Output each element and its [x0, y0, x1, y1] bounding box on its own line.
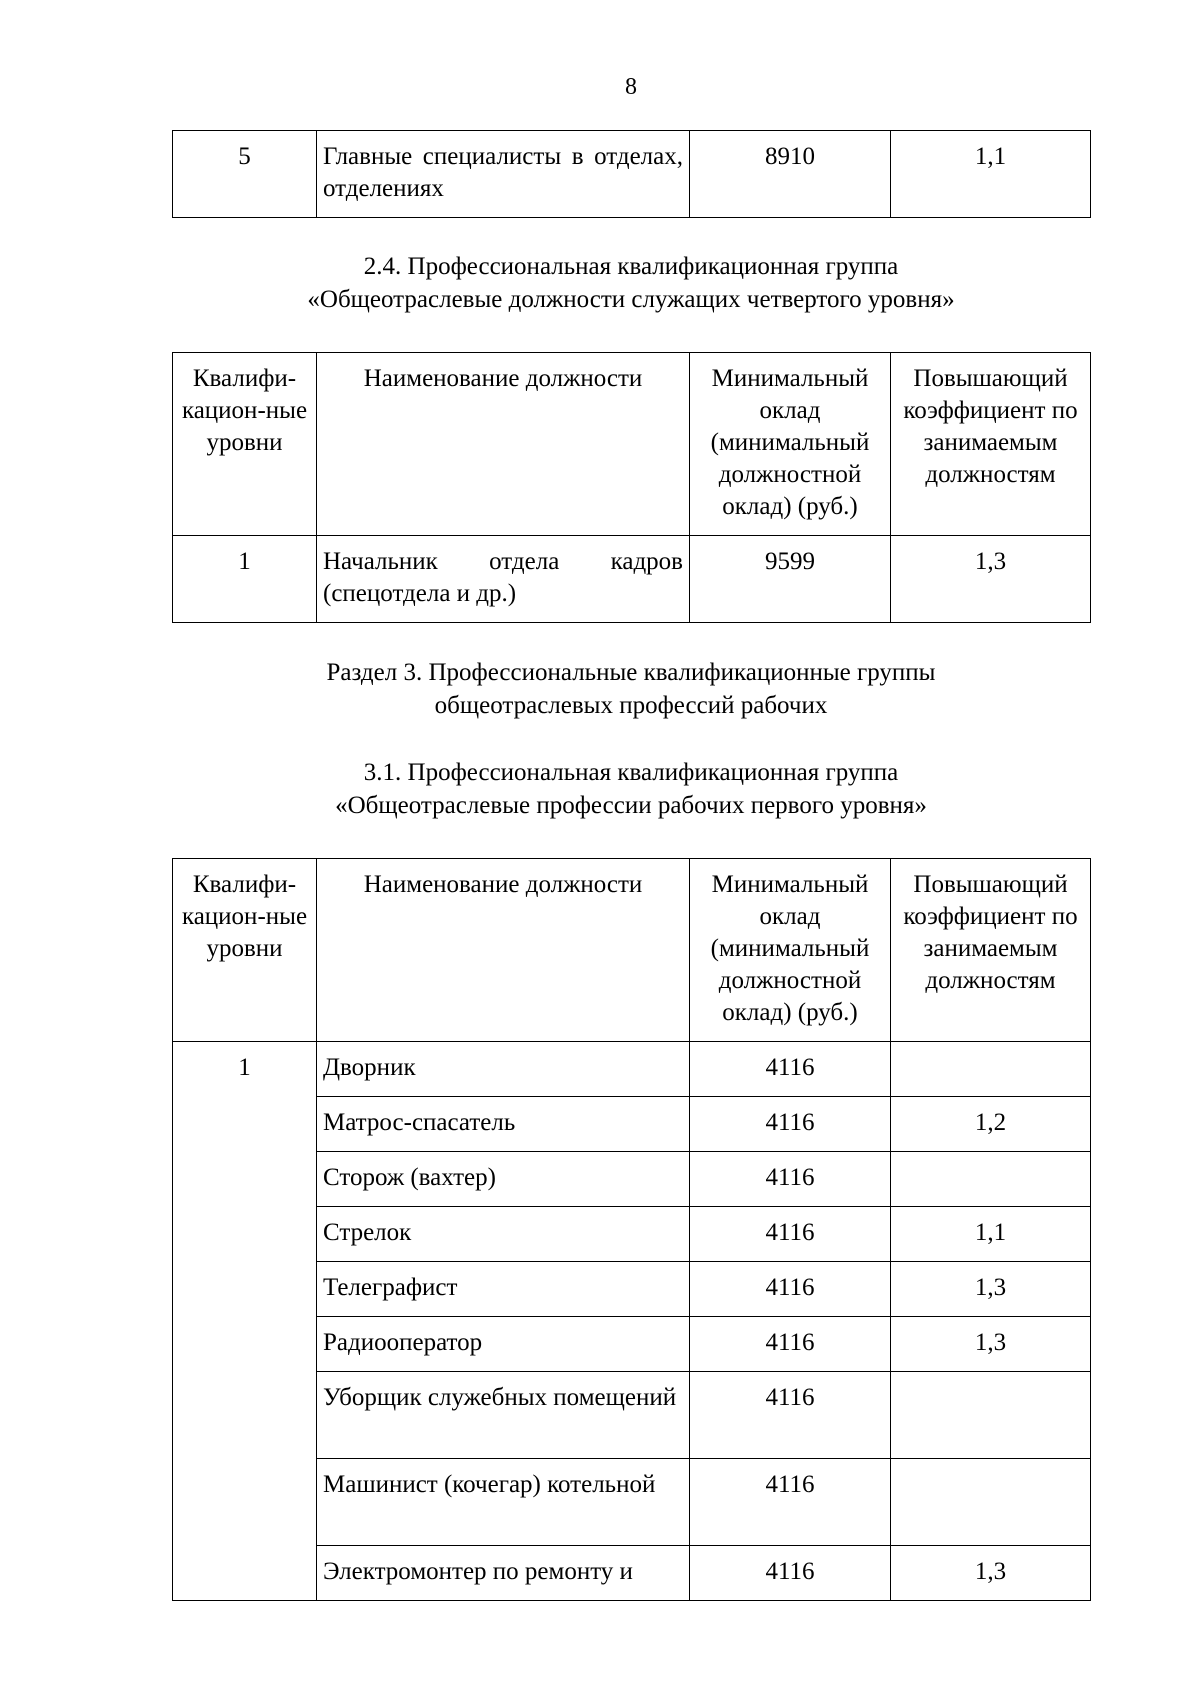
position-cell: Главные специалисты в отделах, отделениях [317, 131, 690, 218]
header-salary: Минимальный оклад (минимальный должностной оклад) (руб.) [690, 353, 891, 536]
coefficient-cell: 1,3 [891, 1317, 1091, 1372]
salary-cell: 4116 [690, 1372, 891, 1459]
header-level: Квалифи-кацион-ные уровни [173, 353, 317, 536]
position-cell: Радиооператор [317, 1317, 690, 1372]
coefficient-cell: 1,2 [891, 1097, 1091, 1152]
position-cell: Электромонтер по ремонту и [317, 1546, 690, 1601]
table-row [173, 536, 1091, 623]
salary-cell: 4116 [690, 1546, 891, 1601]
coefficient-cell [891, 1042, 1091, 1097]
header-position: Наименование должности [317, 859, 690, 1042]
position-cell: Машинист (кочегар) котельной [317, 1459, 690, 1546]
salary-cell: 4116 [690, 1317, 891, 1372]
salary-cell: 4116 [690, 1097, 891, 1152]
header-salary: Минимальный оклад (минимальный должностной оклад) (руб.) [690, 859, 891, 1042]
salary-cell: 4116 [690, 1459, 891, 1546]
heading-line: 3.1. Профессиональная квалификационная группа [363, 759, 899, 786]
level-cell: 5 [173, 131, 317, 218]
table-header-row [173, 353, 1091, 536]
level-cell: 1 [173, 536, 317, 623]
table-row [173, 131, 1091, 218]
coefficient-cell: 1,1 [891, 131, 1091, 218]
header-position: Наименование должности [317, 353, 690, 536]
salary-cell: 8910 [690, 131, 891, 218]
heading-line: Раздел 3. Профессиональные квалификационные группы [326, 659, 936, 686]
position-cell: Матрос-спасатель [317, 1097, 690, 1152]
section-3-1-heading [172, 756, 1090, 822]
position-cell: Сторож (вахтер) [317, 1152, 690, 1207]
table-2-4 [172, 352, 1091, 623]
coefficient-cell: 1,1 [891, 1207, 1091, 1262]
table-row [173, 1042, 1091, 1097]
position-cell: Начальник отдела кадров (спецотдела и др.) [317, 536, 690, 623]
salary-cell: 4116 [690, 1152, 891, 1207]
position-cell: Уборщик служебных помещений [317, 1372, 690, 1459]
continuation-table [172, 130, 1091, 218]
table-3-1 [172, 858, 1091, 1601]
position-cell: Стрелок [317, 1207, 690, 1262]
section-3-heading [172, 656, 1090, 722]
page-number: 8 [625, 74, 637, 100]
coefficient-cell [891, 1152, 1091, 1207]
coefficient-cell: 1,3 [891, 536, 1091, 623]
heading-line: 2.4. Профессиональная квалификационная группа [363, 253, 899, 280]
coefficient-cell [891, 1459, 1091, 1546]
position-cell: Дворник [317, 1042, 690, 1097]
header-level: Квалифи-кацион-ные уровни [173, 859, 317, 1042]
heading-line: «Общеотраслевые профессии рабочих первого уровня» [335, 792, 927, 819]
coefficient-cell: 1,3 [891, 1546, 1091, 1601]
section-2-4-heading [172, 250, 1090, 316]
salary-cell: 4116 [690, 1262, 891, 1317]
heading-line: «Общеотраслевые должности служащих четвертого уровня» [307, 286, 955, 313]
header-coefficient: Повышающий коэффициент по занимаемым должностям [891, 859, 1091, 1042]
table-header-row [173, 859, 1091, 1042]
salary-cell: 4116 [690, 1042, 891, 1097]
heading-line: общеотраслевых профессий рабочих [434, 692, 828, 719]
coefficient-cell [891, 1372, 1091, 1459]
level-cell: 1 [173, 1042, 317, 1601]
salary-cell: 4116 [690, 1207, 891, 1262]
position-cell: Телеграфист [317, 1262, 690, 1317]
header-coefficient: Повышающий коэффициент по занимаемым должностям [891, 353, 1091, 536]
salary-cell: 9599 [690, 536, 891, 623]
coefficient-cell: 1,3 [891, 1262, 1091, 1317]
